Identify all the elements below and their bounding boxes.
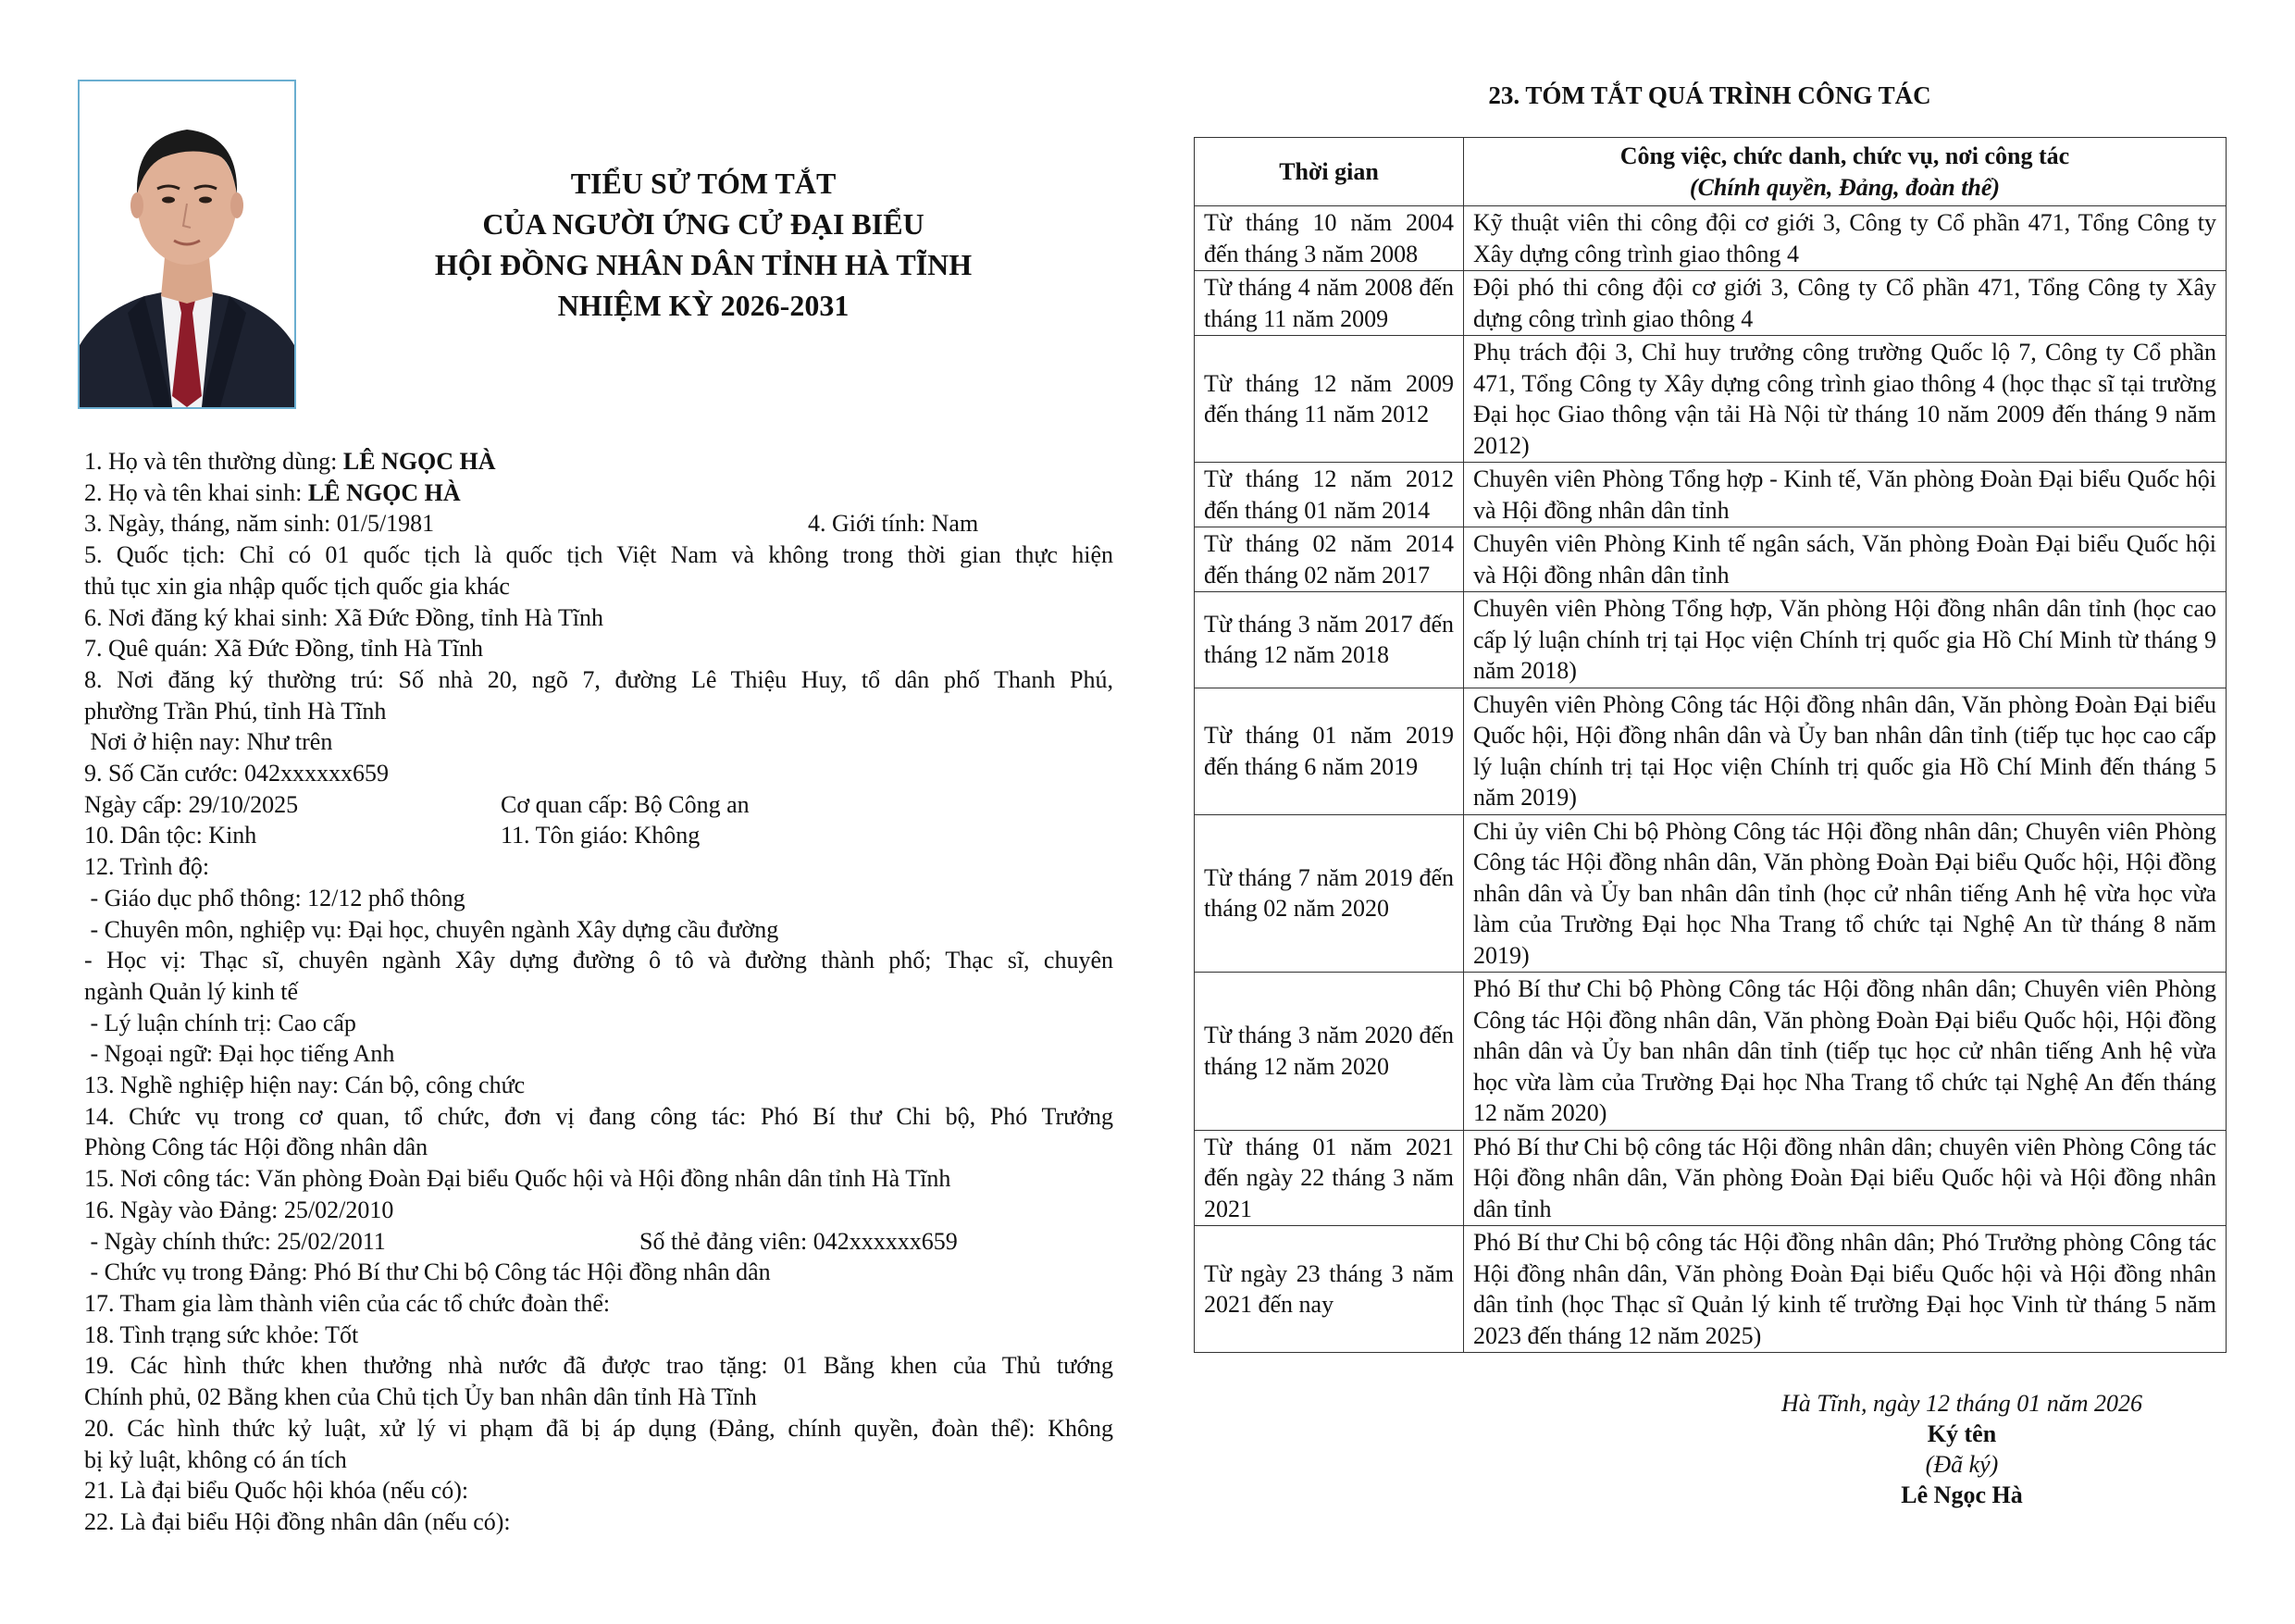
bio-degree-1: - Học vị: Thạc sĩ, chuyên ngành Xây dựng đường ô tô và đường thành phố; Thạc sĩ, chuyên	[84, 947, 1113, 974]
bio-professional: - Chuyên môn, nghiệp vụ: Đại học, chuyên ngành Xây dựng cầu đường	[84, 915, 779, 943]
bio-id-issue-row	[84, 789, 1113, 821]
bio-party-official-row	[84, 1226, 1113, 1258]
bio-workplace: 15. Nơi công tác: Văn phòng Đoàn Đại biểu Quốc hội và Hội đồng nhân dân tỉnh Hà Tĩnh	[84, 1165, 951, 1193]
document-title	[278, 163, 1129, 326]
table-row: Từ tháng 7 năm 2019 đến tháng 02 năm 2020 Chi ủy viên Chi bộ Phòng Công tác Hội đồng nhân dân; Chuyên viên Phòng Công tác Hội đồng nhân dân, Văn phòng Đoàn Đại biểu Quốc hội, Hội đồng nhân dân và Ủy ban nhân dân tỉnh (học cử nhân tiếng Anh hệ vừa học vừa làm của Trường Đại học Nha Trang tổ chức tại Nghệ An từ tháng 8 năm 2019)	[1195, 814, 2227, 973]
signature-block	[1703, 1388, 2221, 1510]
signer-name: Lê Ngọc Hà	[1901, 1481, 2023, 1508]
table-header-row	[1195, 138, 2227, 206]
sign-label: Ký tên	[1927, 1420, 1997, 1447]
bio-nationality-1: 5. Quốc tịch: Chỉ có 01 quốc tịch là quốc tịch Việt Nam và không trong thời gian thực hiện	[84, 541, 1113, 569]
title-line-4: NHIỆM KỲ 2026-2031	[557, 289, 850, 322]
bio-section	[84, 446, 1113, 1538]
bio-discipline-1: 20. Các hình thức kỷ luật, xử lý vi phạm đã bị áp dụng (Đảng, chính quyền, đoàn thể): Không	[84, 1414, 1113, 1442]
title-line-2: CỦA NGƯỜI ỨNG CỬ ĐẠI BIỂU	[482, 207, 924, 241]
title-line-3: HỘI ĐỒNG NHÂN DÂN TỈNH HÀ TĨNH	[434, 248, 973, 281]
work-history-table	[1194, 137, 2227, 1353]
party-official-date: - Ngày chính thức: 25/02/2011	[84, 1227, 386, 1255]
table-row: Từ tháng 3 năm 2020 đến tháng 12 năm 2020 Phó Bí thư Chi bộ Phòng Công tác Hội đồng nhân dân; Chuyên viên Phòng Công tác Hội đồng nhân dân, Văn phòng Đoàn Đại biểu Quốc hội, Hội đồng nhân dân và Ủy ban nhân dân tỉnh (tiếp tục học cử nhân tiếng Anh hệ vừa học vừa làm của Trường Đại học Nha Trang tổ chức tại Nghệ An đến tháng 12 năm 2020)	[1195, 973, 2227, 1131]
bio-party-position: - Chức vụ trong Đảng: Phó Bí thư Chi bộ Công tác Hội đồng nhân dân	[84, 1258, 771, 1286]
bio-political-theory: - Lý luận chính trị: Cao cấp	[84, 1009, 356, 1036]
bio-organizations: 17. Tham gia làm thành viên của các tổ chức đoàn thể:	[84, 1289, 611, 1317]
ethnicity: 10. Dân tộc: Kinh	[84, 822, 257, 849]
bio-common-name: 1. Họ và tên thường dùng: LÊ NGỌC HÀ	[84, 448, 496, 475]
birth-name-value: LÊ NGỌC HÀ	[307, 478, 461, 506]
table-row: Từ tháng 01 năm 2019 đến tháng 6 năm 2019 Chuyên viên Phòng Công tác Hội đồng nhân dân, Văn phòng Đoàn Đại biểu Quốc hội, Hội đồng nhân dân và Ủy ban nhân dân tỉnh (tiếp tục học cao cấp lý luận chính trị tại Học viện Chính trị quốc gia Hồ Chí Minh đến tháng 5 năm 2019)	[1195, 688, 2227, 814]
title-line-1: TIỂU SỬ TÓM TẮT	[570, 167, 837, 200]
party-card-number: Số thẻ đảng viên: 042xxxxxx659	[639, 1227, 958, 1255]
id-issue-date: Ngày cấp: 29/10/2025	[84, 790, 299, 818]
place-date: Hà Tĩnh, ngày 12 tháng 01 năm 2026	[1781, 1390, 2142, 1417]
table-row: Từ ngày 23 tháng 3 năm 2021 đến nay Phó Bí thư Chi bộ công tác Hội đồng nhân dân; Phó Trưởng phòng Công tác Hội đồng nhân dân, Văn phòng Đoàn Đại biểu Quốc hội và Hội đồng nhân dân tỉnh (học Thạc sĩ Quản lý kinh tế trường Đại học Vinh từ tháng 5 năm 2023 đến tháng 12 năm 2025)	[1195, 1226, 2227, 1353]
bio-general-education: - Giáo dục phổ thông: 12/12 phổ thông	[84, 884, 465, 911]
bio-occupation: 13. Nghề nghiệp hiện nay: Cán bộ, công chức	[84, 1072, 526, 1099]
bio-id-number: 9. Số Căn cước: 042xxxxxx659	[84, 760, 389, 787]
bio-awards-2: Chính phủ, 02 Bằng khen của Chủ tịch Ủy ban nhân dân tỉnh Hà Tĩnh	[84, 1383, 757, 1411]
bio-foreign-language: - Ngoại ngữ: Đại học tiếng Anh	[84, 1040, 395, 1068]
header-job: Công việc, chức danh, chức vụ, nơi công tác (Chính quyền, Đảng, đoàn thể)	[1464, 138, 2227, 206]
religion: 11. Tôn giáo: Không	[501, 822, 701, 849]
birth-date: 3. Ngày, tháng, năm sinh: 01/5/1981	[84, 510, 435, 538]
bio-ethnic-religion-row	[84, 820, 1113, 851]
bio-peoples-council: 22. Là đại biểu Hội đồng nhân dân (nếu có):	[84, 1507, 511, 1535]
bio-discipline-2: bị kỷ luật, không có án tích	[84, 1445, 347, 1473]
bio-degree-2: ngành Quản lý kinh tế	[84, 977, 299, 1005]
gender: 4. Giới tính: Nam	[808, 510, 979, 538]
bio-education-heading: 12. Trình độ:	[84, 853, 210, 881]
bio-health: 18. Tình trạng sức khỏe: Tốt	[84, 1320, 359, 1348]
table-row: Từ tháng 01 năm 2021 đến ngày 22 tháng 3 năm 2021 Phó Bí thư Chi bộ công tác Hội đồng nhân dân; chuyên viên Phòng Công tác Hội đồng nhân dân, Văn phòng Đoàn Đại biểu Quốc hội và Hội đồng nhân dân tỉnh	[1195, 1130, 2227, 1226]
bio-birth-registration: 6. Nơi đăng ký khai sinh: Xã Đức Đồng, tỉnh Hà Tĩnh	[84, 603, 604, 631]
portrait-photo	[78, 80, 296, 409]
bio-current-address: Nơi ở hiện nay: Như trên	[84, 728, 333, 756]
bio-position-2: Phòng Công tác Hội đồng nhân dân	[84, 1134, 428, 1161]
table-row: Từ tháng 4 năm 2008 đến tháng 11 năm 2009 Đội phó thi công đội cơ giới 3, Công ty Cổ phần 471, Tổng Công ty Xây dựng công trình giao thông 4	[1195, 271, 2227, 336]
header-time: Thời gian	[1195, 138, 1464, 206]
bio-national-assembly: 21. Là đại biểu Quốc hội khóa (nếu có):	[84, 1477, 469, 1505]
bio-birth-date-row	[84, 508, 1113, 539]
bio-residence-2: phường Trần Phú, tỉnh Hà Tĩnh	[84, 697, 387, 725]
bio-hometown: 7. Quê quán: Xã Đức Đồng, tỉnh Hà Tĩnh	[84, 635, 483, 663]
table-row: Từ tháng 12 năm 2012 đến tháng 01 năm 2014 Chuyên viên Phòng Tổng hợp - Kinh tế, Văn phòng Đoàn Đại biểu Quốc hội và Hội đồng nhân dân tỉnh	[1195, 463, 2227, 527]
table-row: Từ tháng 02 năm 2014 đến tháng 02 năm 2017 Chuyên viên Phòng Kinh tế ngân sách, Văn phòng Đoàn Đại biểu Quốc hội và Hội đồng nhân dân tỉnh	[1195, 527, 2227, 592]
bio-residence-1: 8. Nơi đăng ký thường trú: Số nhà 20, ngõ 7, đường Lê Thiệu Huy, tổ dân phố Thanh Phú,	[84, 665, 1113, 693]
bio-birth-name: 2. Họ và tên khai sinh: LÊ NGỌC HÀ	[84, 478, 461, 506]
id-issue-agency: Cơ quan cấp: Bộ Công an	[501, 790, 750, 818]
bio-awards-1: 19. Các hình thức khen thưởng nhà nước đã được trao tặng: 01 Bằng khen của Thủ tướng	[84, 1352, 1113, 1380]
table-row: Từ tháng 12 năm 2009 đến tháng 11 năm 2012 Phụ trách đội 3, Chỉ huy trưởng công trường Quốc lộ 7, Công ty Cổ phần 471, Tổng Công ty Xây dựng công trình giao thông 4 (học thạc sĩ tại trường Đại học Giao thông vận tải Hà Nội từ tháng 10 năm 2009 đến tháng 9 năm 2012)	[1195, 336, 2227, 463]
work-history-title: 23. TÓM TẮT QUÁ TRÌNH CÔNG TÁC	[1488, 81, 1931, 109]
table-row: Từ tháng 3 năm 2017 đến tháng 12 năm 2018 Chuyên viên Phòng Tổng hợp, Văn phòng Hội đồng nhân dân tỉnh (học cao cấp lý luận chính trị tại Học viện Chính trị quốc gia Hồ Chí Minh từ tháng 9 năm 2018)	[1195, 592, 2227, 688]
signed-note: (Đã ký)	[1925, 1451, 1999, 1478]
bio-position-1: 14. Chức vụ trong cơ quan, tổ chức, đơn vị đang công tác: Phó Bí thư Chi bộ, Phó Trưởng	[84, 1102, 1113, 1130]
common-name-value: LÊ NGỌC HÀ	[342, 448, 496, 475]
table-row: Từ tháng 10 năm 2004 đến tháng 3 năm 2008 Kỹ thuật viên thi công đội cơ giới 3, Công ty Cổ phần 471, Tổng Công ty Xây dựng công trình giao thông 4	[1195, 206, 2227, 271]
portrait-image	[80, 81, 294, 407]
bio-party-join-date: 16. Ngày vào Đảng: 25/02/2010	[84, 1196, 394, 1223]
bio-nationality-2: thủ tục xin gia nhập quốc tịch quốc gia khác	[84, 572, 510, 600]
